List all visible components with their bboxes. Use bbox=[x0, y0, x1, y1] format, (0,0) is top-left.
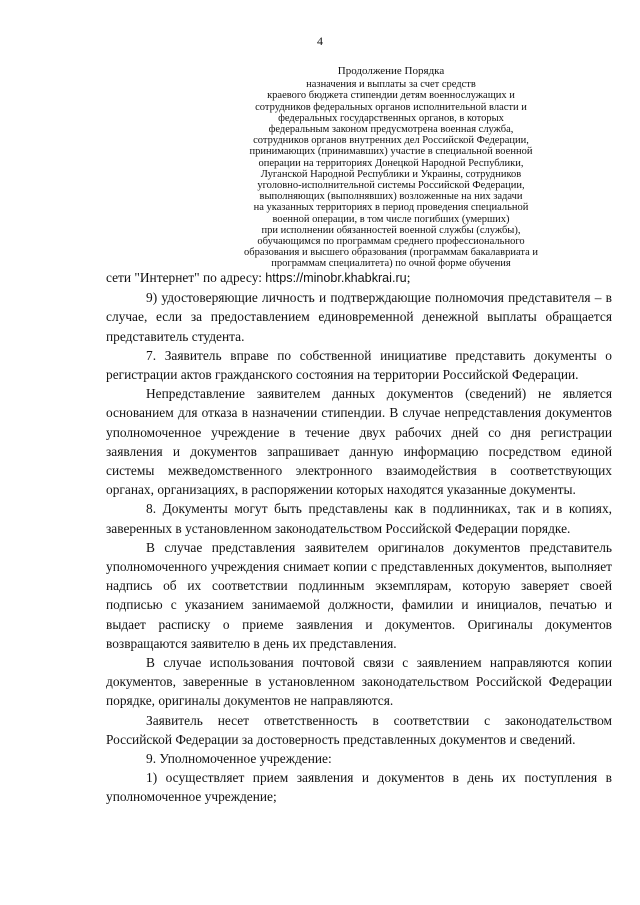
header-line: на указанных территориях в период проведения специальной bbox=[253, 202, 529, 214]
page-number: 4 bbox=[317, 34, 323, 48]
address-suffix: ; bbox=[406, 270, 411, 285]
header-line: назначения и выплаты за счет средств bbox=[306, 79, 476, 91]
header-line: краевого бюджета стипендии детям военнослужащих и bbox=[267, 90, 515, 102]
header-title: Продолжение Порядка bbox=[337, 65, 445, 77]
address-prefix: сети "Интернет" по адресу: bbox=[106, 270, 266, 285]
paragraph-postal: В случае использования почтовой связи с заявлением направляются копии документов, заверенные в установленном законодательством Российской Федерации порядке, оригиналы документов не направляются. bbox=[106, 655, 612, 709]
paragraph-point-7: 7. Заявитель вправе по собственной инициативе представить документы о регистрации актов гражданского состояния на территории Российской Федерации. bbox=[106, 347, 612, 383]
header-line: уголовно-исполнительной системы Российской Федерации, bbox=[257, 180, 525, 192]
paragraph-point-9: 9. Уполномоченное учреждение: bbox=[146, 751, 332, 767]
paragraph-originals: В случае представления заявителем оригиналов документов представитель уполномоченного учреждения снимает копии с представленных документов, выполняет надпись об их соответствии подлинным экземплярам, которую заверяет своей подписью с указанием занимаемой должности, фамилии и инициалов, печатью и выдает расписку о приеме заявления и документов. Оригиналы документов возвращаются заявителю в день их представления. bbox=[106, 539, 612, 651]
header-line: федеральным законом предусмотрена военная служба, bbox=[268, 124, 514, 136]
paragraph-responsibility: Заявитель несет ответственность в соответствии с законодательством Российской Федерации за достоверность представленных документов и сведений. bbox=[106, 712, 612, 747]
header-line: при исполнении обязанностей военной службы (службы), bbox=[261, 224, 521, 236]
header-line: принимающих (принимавших) участие в специальной военной bbox=[249, 146, 533, 158]
header-line: обучающимся по программам среднего профессионального bbox=[257, 236, 525, 248]
paragraph-non-submission: Непредставление заявителем данных документов (сведений) не является основанием для отказа в назначении стипендии. В случае непредставления документов уполномоченное учреждение в течение двух рабочих дней со дня регистрации заявления и документов запрашивает данную информацию посредством единой системы межведомственного электронного взаимодействия в соответствующих органах, организациях, в распоряжении которых находятся указанные документы. bbox=[106, 386, 612, 498]
document-header bbox=[216, 66, 566, 270]
header-line: образования и высшего образования (программам бакалавриата и bbox=[243, 247, 539, 259]
header-line: федеральных государственных органов, в которых bbox=[278, 112, 504, 124]
paragraph-item-9: 9) удостоверяющие личность и подтверждающие полномочия представителя – в случае, если за предоставлением единовременной денежной выплаты обращается представитель студента. bbox=[106, 290, 612, 344]
header-line: выполняющих (выполнявших) возложенные на них задачи bbox=[259, 191, 523, 203]
document-body bbox=[106, 268, 612, 807]
header-line: программам специалитета) по очной форме обучения bbox=[271, 258, 511, 270]
paragraph-point-8: 8. Документы могут быть представлены как в подлинниках, так и в копиях, заверенных в установленном законодательством Российской Федерации порядке. bbox=[106, 501, 612, 536]
header-line: Луганской Народной Республики и Украины, сотрудников bbox=[260, 168, 522, 180]
header-line: сотрудников органов внутренних дел Российской Федерации, bbox=[253, 135, 529, 147]
site-url-link[interactable]: https://minobr.khabkrai.ru bbox=[265, 271, 407, 285]
paragraph-site-address bbox=[106, 268, 612, 288]
header-line: военной операции, в том числе погибших (умерших) bbox=[272, 213, 510, 225]
header-line: операции на территориях Донецкой Народной Республики, bbox=[258, 157, 524, 169]
paragraph-item-1: 1) осуществляет прием заявления и документов в день их поступления в уполномоченное учреждение; bbox=[106, 770, 612, 805]
header-line: сотрудников федеральных органов исполнительной власти и bbox=[255, 101, 527, 113]
